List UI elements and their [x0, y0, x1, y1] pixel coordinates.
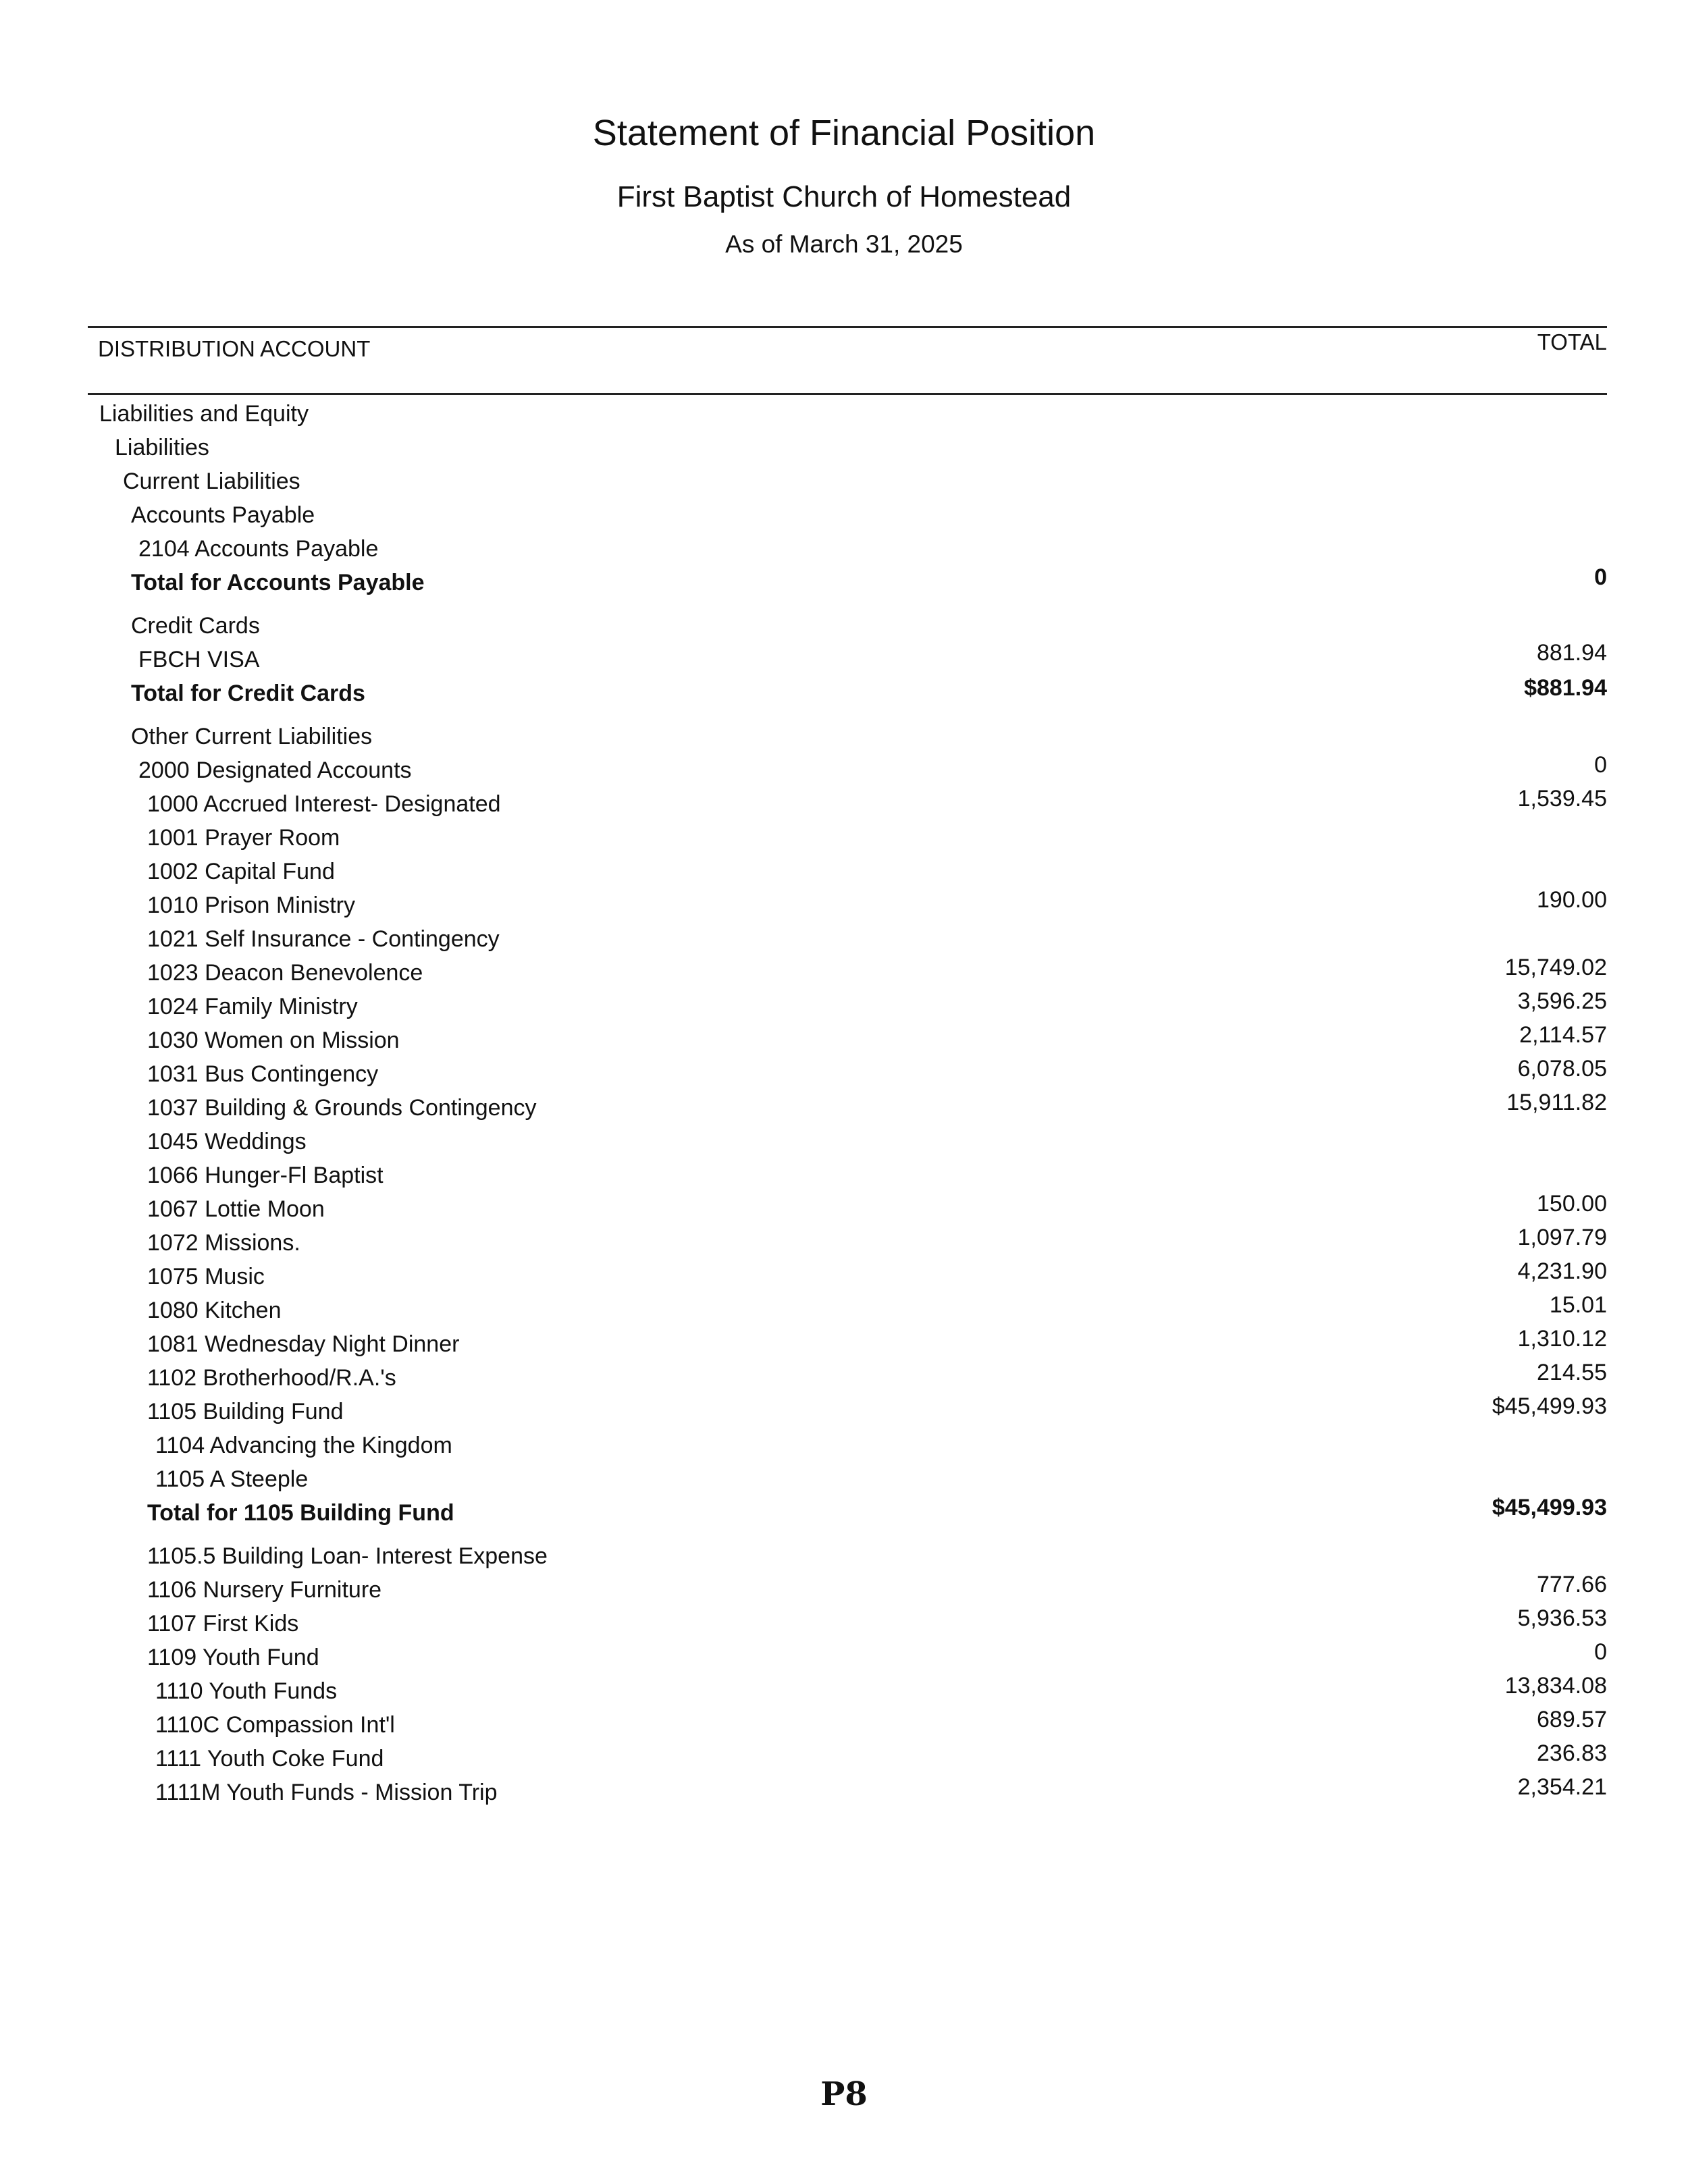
table-row	[0, 466, 1688, 500]
row-label: Current Liabilities	[123, 469, 300, 494]
report-title: Statement of Financial Position	[592, 113, 1096, 153]
row-label: 1037 Building & Grounds Contingency	[147, 1095, 537, 1121]
row-label: Total for Credit Cards	[131, 681, 365, 706]
row-label: 1075 Music	[147, 1264, 265, 1289]
organization-name: First Baptist Church of Homestead	[616, 180, 1072, 213]
row-value: 2,354.21	[1517, 1774, 1607, 1800]
row-label: FBCH VISA	[138, 647, 260, 672]
row-label: 1102 Brotherhood/R.A.'s	[147, 1365, 396, 1391]
table-row	[0, 398, 1688, 432]
row-label: 1081 Wednesday Night Dinner	[147, 1331, 460, 1357]
row-label: 1104 Advancing the Kingdom	[155, 1433, 452, 1458]
table-row	[0, 856, 1688, 890]
table-row	[0, 924, 1688, 957]
row-label: 1110C Compassion Int'l	[155, 1712, 395, 1738]
table-row	[0, 1258, 1688, 1295]
row-label: 2000 Designated Accounts	[138, 757, 412, 783]
row-value: 1,539.45	[1517, 786, 1607, 811]
table-row	[0, 1126, 1688, 1160]
table-row	[0, 1292, 1688, 1329]
row-label: Total for Accounts Payable	[131, 570, 425, 595]
table-row-total	[0, 675, 1688, 721]
row-label: Liabilities and Equity	[99, 401, 309, 427]
row-value: 1,097.79	[1517, 1225, 1607, 1250]
table-row	[0, 610, 1688, 644]
row-label: 1021 Self Insurance - Contingency	[147, 926, 500, 952]
table-row	[0, 1673, 1688, 1709]
row-label: Total for 1105 Building Fund	[147, 1500, 454, 1526]
account-table	[0, 398, 1688, 1811]
table-row	[0, 1541, 1688, 1574]
table-row	[0, 1709, 1688, 1743]
table-row	[0, 1605, 1688, 1642]
table-row	[0, 1430, 1688, 1464]
row-label: 1031 Bus Contingency	[147, 1061, 379, 1087]
table-row	[0, 1774, 1688, 1811]
row-label: Credit Cards	[131, 613, 260, 639]
row-value: 777.66	[1537, 1572, 1607, 1597]
table-row	[0, 1362, 1688, 1396]
row-label: 1105 A Steeple	[155, 1466, 309, 1492]
row-label: 1000 Accrued Interest- Designated	[147, 791, 501, 817]
column-header-total: TOTAL	[1537, 329, 1607, 354]
row-label: 1106 Nursery Furniture	[147, 1577, 382, 1603]
row-value: 2,114.57	[1519, 1022, 1607, 1048]
table-row	[0, 957, 1688, 991]
row-value: $45,499.93	[1492, 1495, 1607, 1520]
row-value: 15.01	[1549, 1292, 1607, 1318]
report-date: As of March 31, 2025	[725, 230, 963, 258]
table-row	[0, 500, 1688, 533]
row-label: 1111 Youth Coke Fund	[155, 1746, 384, 1772]
row-label: 1107 First Kids	[147, 1611, 299, 1636]
row-label: 1001 Prayer Room	[147, 825, 340, 851]
table-row	[0, 1639, 1688, 1676]
row-value: 689.57	[1537, 1707, 1607, 1732]
table-row	[0, 1092, 1688, 1126]
row-label: 1002 Capital Fund	[147, 859, 335, 884]
row-label: 2104 Accounts Payable	[138, 536, 379, 562]
row-label: 1024 Family Ministry	[147, 994, 358, 1019]
row-label: Other Current Liabilities	[131, 724, 373, 749]
table-row	[0, 1191, 1688, 1227]
table-row	[0, 786, 1688, 822]
header-bottom-rule	[88, 393, 1607, 395]
row-value: 0	[1594, 752, 1607, 778]
row-value: 6,078.05	[1517, 1056, 1607, 1082]
row-value: 15,911.82	[1506, 1090, 1607, 1115]
row-label: Accounts Payable	[131, 502, 315, 528]
table-row	[0, 432, 1688, 466]
row-label: 1066 Hunger-Fl Baptist	[147, 1163, 384, 1188]
table-row	[0, 1574, 1688, 1608]
row-value: 150.00	[1537, 1191, 1607, 1217]
row-label: 1105.5 Building Loan- Interest Expense	[147, 1543, 548, 1569]
row-label: 1072 Missions.	[147, 1230, 300, 1256]
table-row	[0, 533, 1688, 567]
table-row-total	[0, 564, 1688, 610]
table-row	[0, 721, 1688, 755]
row-label: 1045 Weddings	[147, 1129, 307, 1154]
row-value: 214.55	[1537, 1360, 1607, 1385]
row-value: 190.00	[1537, 887, 1607, 913]
table-row	[0, 1056, 1688, 1092]
table-row	[0, 1227, 1688, 1261]
page-number: P8	[820, 2075, 868, 2113]
row-label: 1080 Kitchen	[147, 1298, 282, 1323]
row-value: 13,834.08	[1504, 1673, 1607, 1699]
row-label: 1023 Deacon Benevolence	[147, 960, 423, 986]
row-value: 0	[1594, 1639, 1607, 1665]
row-label: 1067 Lottie Moon	[147, 1196, 325, 1222]
table-row	[0, 988, 1688, 1025]
row-value: 15,749.02	[1504, 955, 1607, 980]
row-label: 1111M Youth Funds - Mission Trip	[155, 1780, 498, 1805]
row-value: 236.83	[1537, 1740, 1607, 1766]
row-value: 4,231.90	[1517, 1258, 1607, 1284]
table-row	[0, 1464, 1688, 1497]
row-label: 1010 Prison Ministry	[147, 893, 356, 918]
table-row	[0, 1326, 1688, 1362]
row-label: 1105 Building Fund	[147, 1399, 344, 1424]
row-value: 3,596.25	[1517, 988, 1607, 1014]
row-value: 5,936.53	[1517, 1605, 1607, 1631]
header-top-rule	[88, 326, 1607, 328]
column-header-account: DISTRIBUTION ACCOUNT	[98, 336, 371, 361]
table-row	[0, 887, 1688, 924]
table-row	[0, 640, 1688, 678]
row-label: Liabilities	[115, 435, 209, 460]
row-value: 1,310.12	[1517, 1326, 1607, 1352]
row-value: 0	[1594, 564, 1607, 590]
row-value: $45,499.93	[1492, 1393, 1607, 1419]
table-row	[0, 752, 1688, 789]
row-label: 1030 Women on Mission	[147, 1028, 400, 1053]
table-row-total	[0, 1497, 1688, 1541]
table-row	[0, 1740, 1688, 1777]
row-value: $881.94	[1524, 675, 1607, 701]
row-label: 1109 Youth Fund	[147, 1645, 319, 1670]
table-row	[0, 1022, 1688, 1059]
row-label: 1110 Youth Funds	[155, 1678, 338, 1704]
table-row	[0, 1160, 1688, 1194]
row-value: 881.94	[1537, 640, 1607, 666]
table-row	[0, 822, 1688, 856]
table-row	[0, 1393, 1688, 1430]
